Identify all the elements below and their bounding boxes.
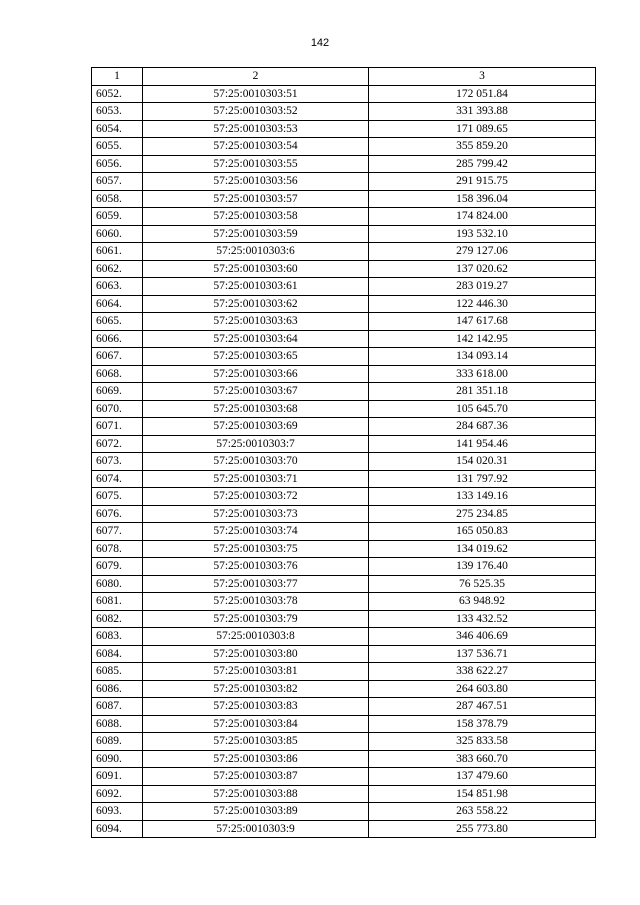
table-row (92, 208, 596, 226)
row-number-cell: 6071. (92, 418, 143, 436)
cadastral-value-cell: 137 536.71 (369, 645, 596, 663)
row-number-cell: 6067. (92, 348, 143, 366)
cadastral-number-cell: 57:25:0010303:67 (143, 383, 369, 401)
table-row (92, 278, 596, 296)
cadastral-number-cell: 57:25:0010303:59 (143, 225, 369, 243)
cadastral-value-cell: 105 645.70 (369, 400, 596, 418)
cadastral-value-table (91, 67, 596, 838)
page-number: 142 (310, 37, 330, 49)
cadastral-value-cell: 174 824.00 (369, 208, 596, 226)
cadastral-number-cell: 57:25:0010303:83 (143, 698, 369, 716)
row-number-cell: 6087. (92, 698, 143, 716)
table-row (92, 85, 596, 103)
cadastral-value-cell: 263 558.22 (369, 803, 596, 821)
table-row (92, 523, 596, 541)
cadastral-number-cell: 57:25:0010303:86 (143, 750, 369, 768)
cadastral-number-cell: 57:25:0010303:55 (143, 155, 369, 173)
row-number-cell: 6052. (92, 85, 143, 103)
cadastral-value-cell: 139 176.40 (369, 558, 596, 576)
table-body (92, 85, 596, 838)
row-number-cell: 6063. (92, 278, 143, 296)
cadastral-number-cell: 57:25:0010303:9 (143, 820, 369, 838)
cadastral-number-cell: 57:25:0010303:64 (143, 330, 369, 348)
cadastral-value-cell: 154 851.98 (369, 785, 596, 803)
cadastral-value-cell: 291 915.75 (369, 173, 596, 191)
row-number-cell: 6089. (92, 733, 143, 751)
table-row (92, 155, 596, 173)
cadastral-number-cell: 57:25:0010303:52 (143, 103, 369, 121)
cadastral-value-cell: 264 603.80 (369, 680, 596, 698)
cadastral-number-cell: 57:25:0010303:57 (143, 190, 369, 208)
table-row (92, 558, 596, 576)
row-number-cell: 6066. (92, 330, 143, 348)
table-row (92, 138, 596, 156)
cadastral-value-cell: 165 050.83 (369, 523, 596, 541)
cadastral-value-cell: 122 446.30 (369, 295, 596, 313)
cadastral-number-cell: 57:25:0010303:61 (143, 278, 369, 296)
cadastral-value-cell: 255 773.80 (369, 820, 596, 838)
table-row (92, 295, 596, 313)
row-number-cell: 6076. (92, 505, 143, 523)
cadastral-number-cell: 57:25:0010303:75 (143, 540, 369, 558)
cadastral-value-cell: 131 797.92 (369, 470, 596, 488)
cadastral-number-cell: 57:25:0010303:58 (143, 208, 369, 226)
table-row (92, 680, 596, 698)
table-row (92, 768, 596, 786)
table-row (92, 820, 596, 838)
column-header-cadastral-number: 2 (143, 68, 369, 86)
table-row (92, 435, 596, 453)
cadastral-value-cell: 134 093.14 (369, 348, 596, 366)
row-number-cell: 6059. (92, 208, 143, 226)
table-row (92, 418, 596, 436)
cadastral-number-cell: 57:25:0010303:73 (143, 505, 369, 523)
cadastral-value-cell: 147 617.68 (369, 313, 596, 331)
cadastral-number-cell: 57:25:0010303:84 (143, 715, 369, 733)
cadastral-value-cell: 325 833.58 (369, 733, 596, 751)
row-number-cell: 6086. (92, 680, 143, 698)
cadastral-value-cell: 76 525.35 (369, 575, 596, 593)
cadastral-value-cell: 141 954.46 (369, 435, 596, 453)
row-number-cell: 6053. (92, 103, 143, 121)
column-header-number: 1 (92, 68, 143, 86)
table-row (92, 260, 596, 278)
row-number-cell: 6081. (92, 593, 143, 611)
cadastral-number-cell: 57:25:0010303:85 (143, 733, 369, 751)
cadastral-number-cell: 57:25:0010303:82 (143, 680, 369, 698)
row-number-cell: 6094. (92, 820, 143, 838)
table-row (92, 453, 596, 471)
table-row (92, 645, 596, 663)
row-number-cell: 6074. (92, 470, 143, 488)
cadastral-value-cell: 331 393.88 (369, 103, 596, 121)
cadastral-value-cell: 137 479.60 (369, 768, 596, 786)
table-row (92, 470, 596, 488)
cadastral-value-cell: 283 019.27 (369, 278, 596, 296)
table-row (92, 365, 596, 383)
table-row (92, 803, 596, 821)
cadastral-value-cell: 158 396.04 (369, 190, 596, 208)
row-number-cell: 6085. (92, 663, 143, 681)
row-number-cell: 6065. (92, 313, 143, 331)
cadastral-value-cell: 338 622.27 (369, 663, 596, 681)
cadastral-number-cell: 57:25:0010303:81 (143, 663, 369, 681)
cadastral-value-cell: 279 127.06 (369, 243, 596, 261)
cadastral-value-cell: 158 378.79 (369, 715, 596, 733)
table-row (92, 173, 596, 191)
row-number-cell: 6079. (92, 558, 143, 576)
cadastral-number-cell: 57:25:0010303:51 (143, 85, 369, 103)
cadastral-value-cell: 281 351.18 (369, 383, 596, 401)
cadastral-value-cell: 285 799.42 (369, 155, 596, 173)
cadastral-number-cell: 57:25:0010303:56 (143, 173, 369, 191)
row-number-cell: 6061. (92, 243, 143, 261)
row-number-cell: 6056. (92, 155, 143, 173)
cadastral-value-cell: 193 532.10 (369, 225, 596, 243)
cadastral-number-cell: 57:25:0010303:63 (143, 313, 369, 331)
table-row (92, 330, 596, 348)
table-row (92, 190, 596, 208)
row-number-cell: 6091. (92, 768, 143, 786)
cadastral-value-cell: 284 687.36 (369, 418, 596, 436)
table-row (92, 313, 596, 331)
cadastral-value-cell: 154 020.31 (369, 453, 596, 471)
row-number-cell: 6058. (92, 190, 143, 208)
row-number-cell: 6062. (92, 260, 143, 278)
cadastral-value-cell: 172 051.84 (369, 85, 596, 103)
row-number-cell: 6080. (92, 575, 143, 593)
row-number-cell: 6064. (92, 295, 143, 313)
cadastral-value-cell: 333 618.00 (369, 365, 596, 383)
row-number-cell: 6070. (92, 400, 143, 418)
cadastral-number-cell: 57:25:0010303:6 (143, 243, 369, 261)
cadastral-value-cell: 355 859.20 (369, 138, 596, 156)
cadastral-number-cell: 57:25:0010303:7 (143, 435, 369, 453)
row-number-cell: 6077. (92, 523, 143, 541)
cadastral-number-cell: 57:25:0010303:68 (143, 400, 369, 418)
cadastral-number-cell: 57:25:0010303:76 (143, 558, 369, 576)
table-row (92, 540, 596, 558)
cadastral-number-cell: 57:25:0010303:8 (143, 628, 369, 646)
table-row (92, 733, 596, 751)
cadastral-value-cell: 275 234.85 (369, 505, 596, 523)
row-number-cell: 6078. (92, 540, 143, 558)
cadastral-number-cell: 57:25:0010303:70 (143, 453, 369, 471)
table-row (92, 103, 596, 121)
table-row (92, 715, 596, 733)
table-row (92, 610, 596, 628)
cadastral-value-cell: 134 019.62 (369, 540, 596, 558)
table-row (92, 785, 596, 803)
cadastral-number-cell: 57:25:0010303:87 (143, 768, 369, 786)
cadastral-value-cell: 346 406.69 (369, 628, 596, 646)
cadastral-number-cell: 57:25:0010303:72 (143, 488, 369, 506)
row-number-cell: 6075. (92, 488, 143, 506)
row-number-cell: 6068. (92, 365, 143, 383)
cadastral-number-cell: 57:25:0010303:74 (143, 523, 369, 541)
table-row (92, 488, 596, 506)
row-number-cell: 6093. (92, 803, 143, 821)
cadastral-value-cell: 137 020.62 (369, 260, 596, 278)
row-number-cell: 6084. (92, 645, 143, 663)
table-row (92, 750, 596, 768)
cadastral-value-cell: 63 948.92 (369, 593, 596, 611)
table-row (92, 663, 596, 681)
cadastral-number-cell: 57:25:0010303:53 (143, 120, 369, 138)
cadastral-number-cell: 57:25:0010303:71 (143, 470, 369, 488)
table-row (92, 400, 596, 418)
table-row (92, 120, 596, 138)
table-row (92, 348, 596, 366)
cadastral-number-cell: 57:25:0010303:80 (143, 645, 369, 663)
cadastral-value-cell: 142 142.95 (369, 330, 596, 348)
cadastral-number-cell: 57:25:0010303:88 (143, 785, 369, 803)
cadastral-number-cell: 57:25:0010303:77 (143, 575, 369, 593)
row-number-cell: 6060. (92, 225, 143, 243)
cadastral-number-cell: 57:25:0010303:89 (143, 803, 369, 821)
row-number-cell: 6082. (92, 610, 143, 628)
table-row (92, 698, 596, 716)
row-number-cell: 6088. (92, 715, 143, 733)
table-row (92, 383, 596, 401)
cadastral-value-cell: 287 467.51 (369, 698, 596, 716)
row-number-cell: 6069. (92, 383, 143, 401)
row-number-cell: 6055. (92, 138, 143, 156)
row-number-cell: 6072. (92, 435, 143, 453)
cadastral-value-cell: 133 149.16 (369, 488, 596, 506)
table-row (92, 628, 596, 646)
cadastral-number-cell: 57:25:0010303:79 (143, 610, 369, 628)
cadastral-number-cell: 57:25:0010303:66 (143, 365, 369, 383)
row-number-cell: 6083. (92, 628, 143, 646)
cadastral-number-cell: 57:25:0010303:65 (143, 348, 369, 366)
table-row (92, 505, 596, 523)
cadastral-value-cell: 171 089.65 (369, 120, 596, 138)
table-row (92, 593, 596, 611)
cadastral-value-cell: 383 660.70 (369, 750, 596, 768)
row-number-cell: 6073. (92, 453, 143, 471)
cadastral-number-cell: 57:25:0010303:60 (143, 260, 369, 278)
table-row (92, 225, 596, 243)
row-number-cell: 6057. (92, 173, 143, 191)
row-number-cell: 6092. (92, 785, 143, 803)
cadastral-number-cell: 57:25:0010303:69 (143, 418, 369, 436)
cadastral-number-cell: 57:25:0010303:78 (143, 593, 369, 611)
cadastral-number-cell: 57:25:0010303:54 (143, 138, 369, 156)
cadastral-number-cell: 57:25:0010303:62 (143, 295, 369, 313)
table-row (92, 243, 596, 261)
row-number-cell: 6054. (92, 120, 143, 138)
column-header-value: 3 (369, 68, 596, 86)
table-row (92, 575, 596, 593)
row-number-cell: 6090. (92, 750, 143, 768)
cadastral-value-cell: 133 432.52 (369, 610, 596, 628)
table-header-row (92, 68, 596, 86)
